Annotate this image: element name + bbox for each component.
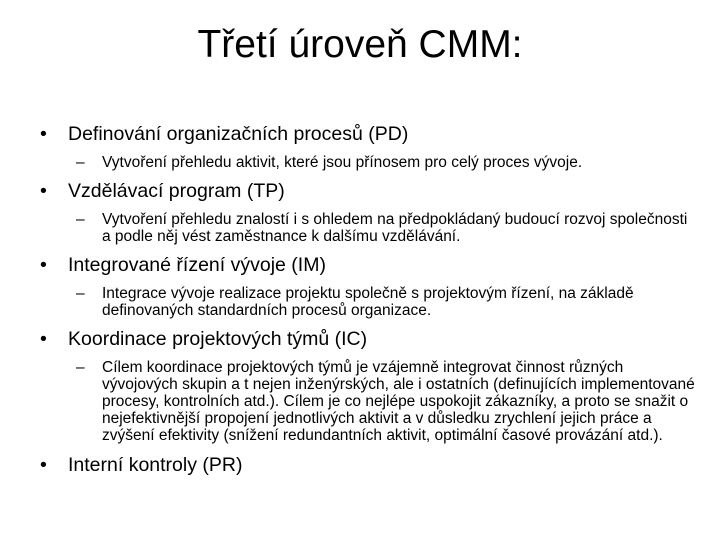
bullet-icon: • <box>40 123 47 145</box>
dash-icon: – <box>76 285 85 302</box>
bullet-heading <box>40 328 700 351</box>
bullet-heading-text: Interní kontroly (PR) <box>68 454 243 476</box>
dash-icon: – <box>76 211 85 228</box>
sub-bullet-text: Cílem koordinace projektových týmů je vzájemně integrovat činnost různých vývojových skupin a t nejen inženýrských, ale i ostatních (definujících implementované procesy, kontrolních atd.). Cílem je co nejlépe uspokojit zákazníky, a proto se snažit o nejefektivnější propojení jednotlivých aktivit a v důsledku zrychlení jejich práce a zvýšení efektivity (snížení redundantních aktivit, optimální časové provázání atd.). <box>102 359 695 444</box>
list-item <box>40 454 700 477</box>
bullet-heading <box>40 180 700 203</box>
list-item <box>40 180 700 245</box>
bullet-heading-text: Vzdělávací program (TP) <box>68 180 285 202</box>
bullet-heading <box>40 254 700 277</box>
list-item <box>40 328 700 444</box>
sub-bullet-text: Vytvoření přehledu znalostí i s ohledem na předpokládaný budoucí rozvoj společnosti a podle něj vést zaměstnance k dalšímu vzdělávání. <box>102 211 688 245</box>
bullet-list <box>40 123 700 477</box>
bullet-heading <box>40 123 700 146</box>
bullet-icon: • <box>40 254 47 276</box>
dash-icon: – <box>76 154 85 171</box>
bullet-heading-text: Integrované řízení vývoje (IM) <box>68 254 326 276</box>
bullet-heading-text: Koordinace projektových týmů (IC) <box>68 328 368 350</box>
bullet-icon: • <box>40 328 47 350</box>
list-item <box>40 254 700 319</box>
bullet-icon: • <box>40 180 47 202</box>
sub-bullet-text: Vytvoření přehledu aktivit, které jsou přínosem pro celý proces vývoje. <box>102 154 583 171</box>
bullet-heading-text: Definování organizačních procesů (PD) <box>68 123 409 145</box>
list-item <box>40 123 700 171</box>
sub-bullet-text: Integrace vývoje realizace projektu společně s projektovým řízení, na základě definovaných standardních procesů organizace. <box>102 285 634 319</box>
dash-icon: – <box>76 359 85 376</box>
sub-bullet <box>40 211 700 245</box>
sub-bullet <box>40 359 700 444</box>
sub-bullet <box>40 285 700 319</box>
slide-title: Třetí úroveň CMM: <box>197 23 523 66</box>
bullet-icon: • <box>40 454 47 476</box>
sub-bullet <box>40 154 700 171</box>
bullet-heading <box>40 454 700 477</box>
